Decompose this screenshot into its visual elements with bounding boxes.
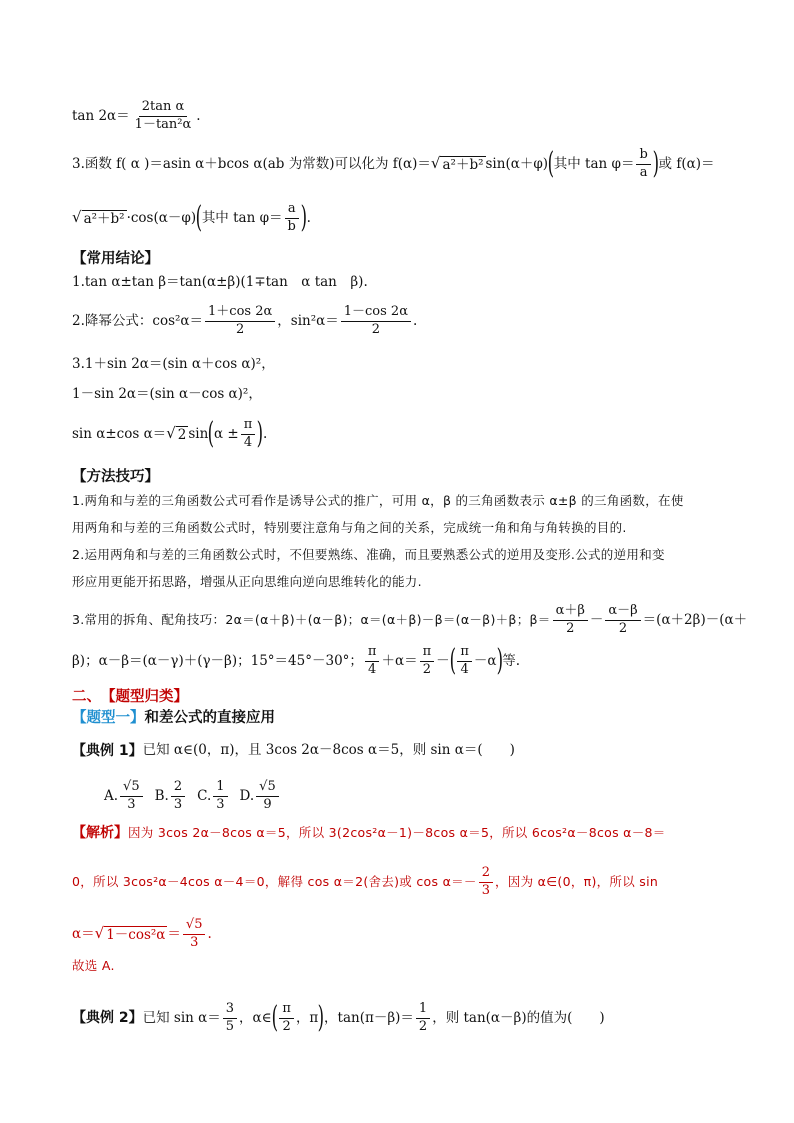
formula-item3-line1 bbox=[72, 148, 714, 181]
conclusion-2 bbox=[72, 305, 417, 338]
left-paren: ( bbox=[195, 200, 203, 236]
denominator: 2 bbox=[371, 321, 380, 337]
option-c[interactable] bbox=[197, 780, 229, 813]
solution-text: ，因为 α∈(0，π)，所以 sin bbox=[495, 874, 659, 890]
left-paren: ( bbox=[449, 643, 456, 679]
formula-text: 或 f(α)＝ bbox=[658, 155, 715, 172]
numerator: a bbox=[285, 202, 299, 219]
formula-text: 3.函数 f( α )＝asin α＋bcos α(ab 为常数)可以化为 f(α)＝ bbox=[72, 155, 431, 172]
option-letter: D. bbox=[239, 787, 255, 804]
sqrt: √ 2 bbox=[166, 423, 187, 443]
denominator: 1－tan²α bbox=[134, 116, 192, 132]
denominator: 5 bbox=[225, 1018, 235, 1034]
numerator: 1 bbox=[416, 1002, 430, 1019]
fraction bbox=[241, 418, 256, 451]
formula-text: . bbox=[412, 312, 418, 329]
option-a[interactable] bbox=[104, 780, 145, 813]
formula-text: tan 2α＝ bbox=[72, 107, 130, 124]
denominator: 3 bbox=[481, 882, 490, 898]
formula-tan2a bbox=[72, 100, 201, 133]
formula-text: ＋α＝ bbox=[381, 652, 418, 669]
denominator: 2 bbox=[282, 1018, 291, 1034]
fraction bbox=[341, 305, 411, 338]
method-2b: 形应用更能开拓思路，增强从正向思维向逆向思维转化的能力. bbox=[72, 574, 422, 589]
numerator: 2tan α bbox=[139, 100, 188, 117]
formula-text: 其中 tan φ＝ bbox=[201, 209, 283, 226]
formula-text: sin bbox=[188, 425, 209, 442]
denominator: 4 bbox=[368, 661, 377, 677]
sqrt: √ 1－cos²α bbox=[94, 923, 166, 943]
option-letter: C. bbox=[197, 787, 212, 804]
numerator: π bbox=[365, 645, 380, 662]
option-b[interactable] bbox=[155, 780, 188, 813]
numerator: π bbox=[279, 1002, 294, 1019]
formula-text: － bbox=[589, 611, 604, 628]
type-label: 【题型一】 bbox=[72, 710, 145, 726]
method-1a: 1.两角和与差的三角函数公式可看作是诱导公式的推广，可用 α，β 的三角函数表示 α±β 的三角函数，在使 bbox=[72, 493, 684, 508]
solution-line1 bbox=[72, 826, 666, 840]
numerator: π bbox=[420, 645, 435, 662]
example1-options bbox=[104, 780, 291, 813]
formula-text: . bbox=[306, 209, 311, 226]
denominator: 3 bbox=[127, 796, 136, 812]
fraction bbox=[605, 604, 640, 637]
conclusion-1: 1.tan α±tan β＝tan(α±β)(1∓tan α tan β). bbox=[72, 274, 368, 290]
example-text: 已知 sin α＝ bbox=[142, 1009, 221, 1026]
denominator: 2 bbox=[422, 661, 431, 677]
fraction bbox=[256, 780, 279, 813]
fraction bbox=[420, 645, 435, 678]
formula-text: ＝(α＋2β)－(α＋ bbox=[642, 611, 748, 628]
option-letter: B. bbox=[154, 787, 169, 804]
right-paren: ) bbox=[300, 200, 307, 236]
sqrt-content: a²＋b² bbox=[442, 156, 484, 173]
numerator: √5 bbox=[120, 780, 143, 797]
numerator: π bbox=[457, 645, 472, 662]
method-1b: 用两角和与差的三角函数公式时，特别要注意角与角之间的关系，完成统一角和角与角转换的目的. bbox=[72, 520, 627, 535]
method-3a bbox=[72, 604, 747, 637]
numerator: √5 bbox=[183, 918, 206, 935]
left-paren: ( bbox=[207, 416, 215, 452]
formula-text: α ± bbox=[214, 425, 239, 442]
denominator: 4 bbox=[460, 661, 469, 677]
numerator: 2 bbox=[479, 866, 493, 883]
numerator: π bbox=[241, 418, 256, 435]
formula-text: sin(α＋φ) bbox=[485, 155, 549, 172]
heading-common-conclusions: 【常用结论】 bbox=[72, 251, 159, 267]
conclusion-3a: 3.1＋sin 2α＝(sin α＋cos α)²， bbox=[72, 356, 275, 372]
numerator: α＋β bbox=[553, 604, 588, 621]
numerator: 1＋cos 2α bbox=[205, 305, 275, 322]
denominator: 2 bbox=[618, 620, 628, 636]
formula-text: 3.常用的拆角、配角技巧：2α＝(α＋β)＋(α－β)；α＝(α＋β)－β＝(α－β)＋β；β＝ bbox=[72, 612, 551, 628]
sqrt: √ a²＋b² bbox=[72, 207, 125, 227]
fraction bbox=[553, 604, 588, 637]
solution-text: α＝ bbox=[72, 925, 95, 942]
example-text: ，π bbox=[295, 1009, 319, 1026]
fraction bbox=[213, 780, 227, 813]
denominator: 3 bbox=[190, 934, 199, 950]
fraction bbox=[132, 100, 195, 133]
method-2a: 2.运用两角和与差的三角函数公式时，不但要熟练、准确，而且要熟悉公式的逆用及变形.公式的逆用和变 bbox=[72, 547, 665, 562]
fraction bbox=[120, 780, 143, 813]
fraction bbox=[636, 148, 650, 181]
denominator: 2 bbox=[418, 1018, 428, 1034]
numerator: 2 bbox=[171, 780, 185, 797]
denominator: 3 bbox=[173, 796, 183, 812]
example-text: ，则 tan(α－β)的值为( ) bbox=[432, 1009, 605, 1026]
right-paren: ) bbox=[652, 146, 659, 182]
section-number: 二、 bbox=[72, 689, 101, 705]
sqrt-content: 2 bbox=[177, 426, 187, 443]
formula-text: β)；α－β＝(α－γ)＋(γ－β)；15°＝45°－30°； bbox=[72, 652, 363, 669]
example-text: ，α∈ bbox=[239, 1009, 272, 1026]
left-paren: ( bbox=[271, 1000, 278, 1036]
option-letter: A. bbox=[104, 787, 119, 804]
fraction bbox=[365, 645, 380, 678]
fraction bbox=[479, 866, 493, 899]
numerator: √5 bbox=[256, 780, 279, 797]
denominator: 2 bbox=[236, 321, 245, 337]
sqrt: √ a²＋b² bbox=[430, 153, 484, 173]
solution-line3 bbox=[72, 918, 212, 951]
fraction bbox=[171, 780, 185, 813]
numerator: 1 bbox=[213, 780, 227, 797]
type-title: 和差公式的直接应用 bbox=[144, 710, 275, 726]
formula-text: 2.降幂公式：cos²α＝ bbox=[72, 312, 204, 329]
right-paren: ) bbox=[256, 416, 264, 452]
formula-text: － bbox=[436, 652, 450, 669]
example-text: ，tan(π－β)＝ bbox=[324, 1009, 414, 1026]
example-label: 【典例 2】 bbox=[72, 1010, 143, 1027]
numerator: 1－cos 2α bbox=[341, 305, 411, 322]
formula-text: sin α±cos α＝ bbox=[72, 425, 167, 442]
right-paren: ) bbox=[317, 1000, 325, 1036]
solution-choice: 故选 A. bbox=[72, 958, 115, 973]
formula-text: . bbox=[263, 425, 268, 442]
solution-text: 因为 3cos 2α－8cos α＝5，所以 3(2cos²α－1)－8cos α＝5，所以 6cos²α－8cos α－8＝ bbox=[128, 824, 666, 840]
denominator: 3 bbox=[216, 796, 225, 812]
solution-text: ＝ bbox=[167, 925, 181, 942]
fraction bbox=[457, 645, 472, 678]
sqrt-content: a²＋b² bbox=[83, 210, 125, 227]
formula-text: －α bbox=[473, 652, 497, 669]
option-d[interactable] bbox=[240, 780, 281, 813]
formula-text: ·cos(α－φ) bbox=[126, 209, 197, 226]
solution-label: 【解析】 bbox=[72, 825, 128, 841]
conclusion-3b: 1－sin 2α＝(sin α－cos α)²， bbox=[72, 386, 262, 402]
sqrt-content: 1－cos²α bbox=[106, 926, 166, 943]
solution-text: 0，所以 3cos²α－4cos α－4＝0，解得 cos α＝2(舍去)或 cos α＝－ bbox=[72, 874, 477, 890]
solution-line2 bbox=[72, 866, 658, 899]
example-text: 已知 α∈(0，π)，且 3cos 2α－8cos α＝5，则 sin α＝( ) bbox=[142, 742, 515, 759]
type1-heading bbox=[72, 711, 275, 726]
formula-text: ，sin²α＝ bbox=[277, 312, 339, 329]
example1-stem bbox=[72, 744, 515, 758]
fraction bbox=[223, 1002, 237, 1035]
fraction bbox=[416, 1002, 430, 1035]
denominator: 9 bbox=[263, 796, 272, 812]
conclusion-3c bbox=[72, 418, 267, 451]
fraction bbox=[285, 202, 299, 235]
example2-stem bbox=[72, 1002, 605, 1035]
numerator: 3 bbox=[223, 1002, 237, 1019]
numerator: α－β bbox=[605, 604, 640, 621]
denominator: a bbox=[639, 164, 648, 180]
section-title: 【题型归类】 bbox=[101, 689, 188, 705]
left-paren: ( bbox=[547, 146, 555, 182]
numerator: b bbox=[636, 148, 650, 165]
denominator: b bbox=[287, 218, 296, 234]
denominator: 4 bbox=[243, 434, 253, 450]
fraction bbox=[205, 305, 275, 338]
formula-text: . bbox=[196, 107, 201, 124]
fraction bbox=[183, 918, 206, 951]
solution-text: . bbox=[207, 925, 212, 942]
formula-text: 等. bbox=[502, 652, 521, 669]
heading-methods: 【方法技巧】 bbox=[72, 469, 159, 485]
method-3b bbox=[72, 645, 520, 678]
right-paren: ) bbox=[496, 643, 503, 679]
section-part2 bbox=[72, 690, 188, 705]
formula-text: 其中 tan φ＝ bbox=[553, 155, 635, 172]
fraction bbox=[279, 1002, 294, 1035]
denominator: 2 bbox=[566, 620, 575, 636]
example-label: 【典例 1】 bbox=[72, 743, 143, 759]
formula-item3-line2 bbox=[72, 202, 311, 235]
